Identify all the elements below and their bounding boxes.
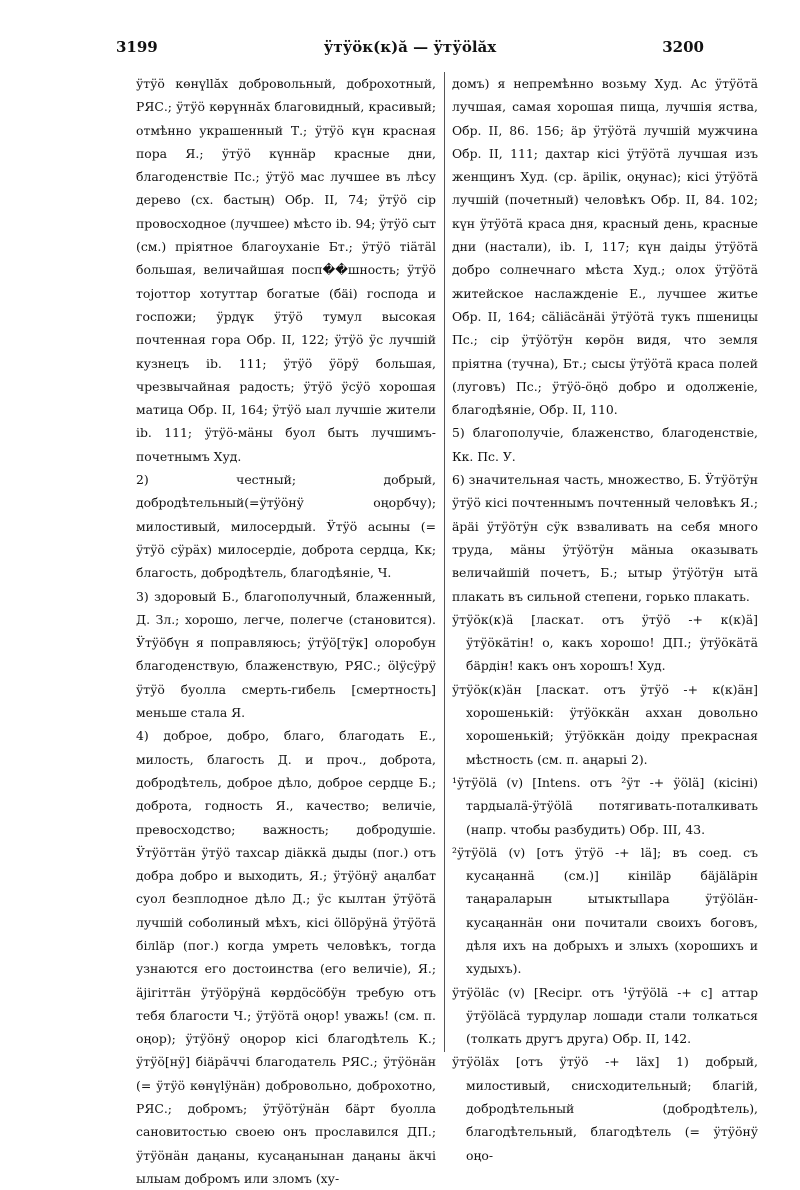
dictionary-entry: ӱтӱӧк(к)ӓн [ласкат. отъ ӱтӱӧ -+ к(к)ӓн] хорошенькій: ӱтӱӧккӓн аххан довольно хорошенькій; ӱтӱӧккӓн доіду прекрасная мѣстность (см. п. аңарыі 2). <box>452 681 758 767</box>
entry-paragraph: домъ) я непремѣнно возьму Худ. Ас ӱтӱӧтӓ лучшая, самая хорошая пища, лучшія яства, Обр. II, 86. 156; äр ӱтӱӧтӓ лучшій мужчина Обр. II, 111; дахтар кісі ӱтӱӧтӓ лучшая изъ женщинъ Худ. (ср. äрilік, оңунас); кісі ӱтӱӧтӓ лучшій (почетный) человѣкъ Обр. II, 84. 102; күн ӱтӱӧтӓ краса дня, красный день, красные дни (настали), ib. I, 117; күн даіды ӱтӱӧтӓ добро солнечнаго мѣста Худ.; олох ӱтӱӧтӓ житейское наслажденіе Е., лучшее житье Обр. II, 164; сӓliӓсӓнӓі ӱтӱӧтӓ тукъ пшеницы Пс.; сір ӱтӱӧтӱн көрӧн видя, что земля пріятна (тучна), Бт.; сысы ӱтӱӧтӓ краса полей (луговъ) Пс.; ӱтӱӧ-ӧңӧ добро и одолженіе, благодѣяніе, Обр. II, 110. <box>452 76 758 418</box>
dictionary-entry: ӱтӱӧlӓх [отъ ӱтӱӧ -+ lӓх] 1) добрый, милостивый, снисходительный; благій, добродѣтельный (добродѣтель), благодѣтельный, благодѣтель (= ӱтӱӧнӱ оңо- <box>452 1054 758 1163</box>
entry-paragraph: 4) доброе, добро, благо, благодать Е., милость, благость Д. и проч., доброта, добродѣтель, доброе дѣло, доброе сердце Б.; доброта, годность Я., качество; величіе, превосходство; важность; добродушіе. Ӱтӱӧттӓн ӱтӱӧ тахсар діӓккӓ дыды (пог.) отъ добра добро и выходить, Я.; ӱтӱӧнӱ аңалбат суол безплодное дѣло Д.; ӱс кылтан ӱтӱӧтӓ лучшій соболиный мѣхъ, кісі ӧllӧрӱнӓ ӱтӱӧтӓ білläр (пог.) когда умреть человѣкъ, тогда узнаются его достоинства (его величіе), Я.; ӓјігіттӓн ӱтӱӧрӱнӓ көрдӧсӧбӱн требую отъ тебя благости Ч.; ӱтӱӧтӓ оңор! уважь! (см. п. оңор); ӱтӱӧнӱ оңорор кісі благодѣтель К.; ӱтӱӧ[нӱ] біäрӓччі благодатель РЯС.; ӱтӱӧнӓн (= ӱтӱӧ көнүlӱнӓн) добровольно, доброхотно, РЯС.; добромъ; ӱтӱӧтӱнӓн бäрт буолла сановитостью своею онъ прославился ДП.; ӱтӱӧнӓн даңаны, кусаңанынан даңаны ӓкчі ылыам добромъ или зломъ (ху- <box>136 728 436 1186</box>
entry-paragraph: 3) здоровый Б., благополучный, блаженный, Д. Зл.; хорошо, легче, полегче (становится). Ӱтӱӧбүн я поправляюсь; ӱтӱӧ[тӱк] олоробун благоденствую, блаженствую, РЯС.; ӧlӱсӱрӱ ӱтӱӧ буолла смерть-гибель [смертность] меньше стала Я. <box>136 588 436 721</box>
page-number-right: 3200 <box>662 38 704 56</box>
dictionary-entry: ²ӱтӱӧlӓ (v) [отъ ӱтӱӧ -+ lӓ]; въ соед. съ кусаңаннӓ (см.)] кініläр бäјäläрін таңараларын ытыктыllара ӱтӱӧlӓн-кусаңаннӓн они почитали своихъ боговъ, дѣля ихъ на добрыхъ и злыхъ (хорошихъ и худыхъ). <box>452 844 758 977</box>
entry-paragraph: 5) благополучіе, блаженство, благоденствіе, Кк. Пс. У. <box>452 425 758 464</box>
dictionary-entry: ӱтӱӧlӓс (v) [Recipr. отъ ¹ӱтӱӧlӓ -+ с] аттар ӱтӱӧlӓсӓ турдулар лошади стали толкаться (толкать другъ друга) Обр. II, 142. <box>452 984 758 1047</box>
entry-paragraph: 2) честный; добрый, добродѣтельный(=ӱтӱӧнӱ оңорбчу); милостивый, милосердый. Ӱтӱӧ асыны (= ӱтӱӧ сӱрӓх) милосердіе, доброта сердца, Кк; благость, добродѣтель, благодѣяніе, Ч. <box>136 472 436 581</box>
page-number-left: 3199 <box>116 38 158 56</box>
entry-paragraph: ӱтӱӧ көнүllӑх добровольный, доброхотный, РЯС.; ӱтӱӧ көрүннӑх благовидный, красивый; отмѣнно украшенный Т.; ӱтӱӧ күн красная пора Я.; ӱтӱӧ күннӓр красные дни, благоденствіе Пс.; ӱтӱӧ мас лучшее въ лѣсу дерево (сх. бастың) Обр. II, 74; ӱтӱӧ сір провосходное (лучшее) мѣсто ib. 94; ӱтӱӧ сыт (см.) пріятное благоуханіе Бт.; ӱтӱӧ тіӓтӓl большая, величайшая посп��шность; ӱтӱӧ тојоттор хотуттар богатые (бäі) господа и госпожи; ӱрдүк ӱтӱӧ тумул высокая почтенная гора Обр. II, 122; ӱтӱӧ ӱс лучшій кузнецъ ib. 111; ӱтӱӧ ӱӧрӱ большая, чрезвычайная радость; ӱтӱӧ ӱсӱӧ хорошая матица Обр. II, 164; ӱтӱӧ ыал лучшіе жители ib. 111; ӱтӱӧ-мӓны буол быть лучшимъ-почетнымъ Худ. <box>136 76 436 464</box>
dictionary-entry: ӱтӱӧк(к)ӓ [ласкат. отъ ӱтӱӧ -+ к(к)ӓ] ӱтӱӧкӓтін! о, какъ хорошо! ДП.; ӱтӱӧкӓтӓ бäрдін! какъ онъ хорошъ! Худ. <box>452 611 758 674</box>
right-column <box>452 72 758 1163</box>
dictionary-entry: ¹ӱтӱӧlӓ (v) [Intens. отъ ²ӱт -+ ӱӧlӓ] (кісіні) тардыалӓ-ӱтӱӧlӓ потягивать-поталкивать (напр. чтобы разбудить) Обр. III, 43. <box>452 774 758 837</box>
left-column <box>136 72 436 1186</box>
running-title: ӱтӱӧк(к)ӑ — ӱтӱӧlӑх <box>323 38 497 56</box>
column-divider <box>444 72 445 1052</box>
entry-paragraph: 6) значительная часть, множество, Б. Ӱтӱӧтӱн ӱтӱӧ кісі почтеннымъ почтенный человѣкъ Я.; äрäі ӱтӱӧтӱн сӱк взваливать на себя много труда, мӓны ӱтӱӧтӱн мӓныа оказывать величайшій почетъ, Б.; ытыр ӱтӱӧтӱн ытӓ плакать въ сильной степени, горько плакать. <box>452 472 758 604</box>
page-header <box>116 38 704 66</box>
